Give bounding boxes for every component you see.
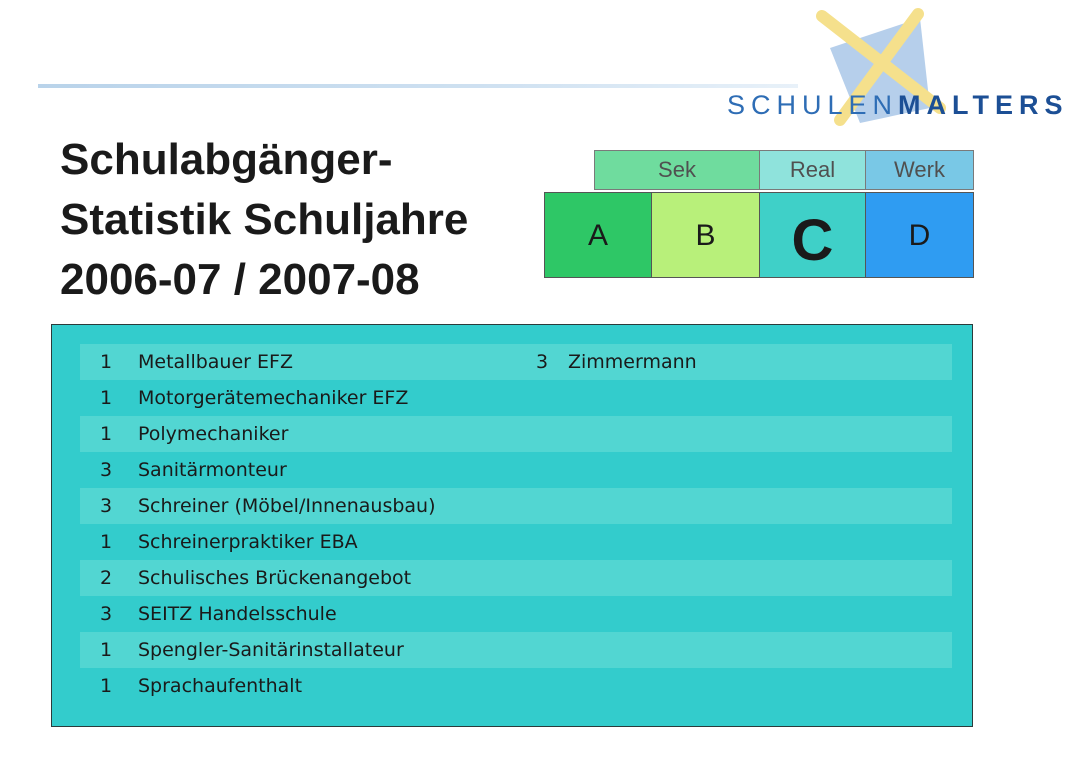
level-label-werk: Werk (865, 150, 974, 190)
table-row (80, 452, 952, 488)
row-count: 1 (100, 675, 113, 697)
page-title (60, 130, 550, 310)
level-label-sek: Sek (594, 150, 760, 190)
row-name: Motorgerätemechaniker EFZ (138, 387, 409, 409)
logo-text-light: SCHULEN (727, 90, 899, 120)
title-line-1: Schulabgänger- (60, 135, 393, 184)
row-count: 1 (100, 387, 113, 409)
row-name-2: Zimmermann (568, 351, 697, 373)
row-count: 1 (100, 351, 113, 373)
table-row (80, 632, 952, 668)
row-name: Sanitärmonteur (138, 459, 287, 481)
row-name: Sprachaufenthalt (138, 675, 303, 697)
row-name: Schreiner (Möbel/Innenausbau) (138, 495, 436, 517)
title-line-2: Statistik Schuljahre (60, 195, 469, 244)
level-label-real: Real (759, 150, 866, 190)
table-row (80, 344, 952, 380)
level-cell-b: B (651, 192, 760, 278)
row-name: SEITZ Handelsschule (138, 603, 337, 625)
header-divider-line (38, 84, 798, 88)
row-count: 1 (100, 423, 113, 445)
row-count-2: 3 (536, 351, 549, 373)
row-count: 3 (100, 459, 113, 481)
row-name: Polymechaniker (138, 423, 289, 445)
table-row (80, 560, 952, 596)
table-row (80, 596, 952, 632)
table-row (80, 668, 952, 704)
row-count: 1 (100, 639, 113, 661)
level-cell-c: C (759, 192, 866, 278)
logo-text-bold: MALTERS (898, 90, 1069, 120)
level-cell-d: D (865, 192, 974, 278)
results-table (80, 344, 952, 704)
logo-wordmark (727, 90, 1069, 121)
row-name: Schulisches Brückenangebot (138, 567, 412, 589)
row-count: 3 (100, 495, 113, 517)
row-count: 1 (100, 531, 113, 553)
row-name: Schreinerpraktiker EBA (138, 531, 358, 553)
table-row (80, 488, 952, 524)
title-line-3: 2006-07 / 2007-08 (60, 255, 420, 304)
table-row (80, 380, 952, 416)
table-row (80, 416, 952, 452)
table-row (80, 524, 952, 560)
row-count: 2 (100, 567, 113, 589)
row-name: Metallbauer EFZ (138, 351, 293, 373)
level-cell-a: A (544, 192, 652, 278)
row-name: Spengler-Sanitärinstallateur (138, 639, 404, 661)
row-count: 3 (100, 603, 113, 625)
